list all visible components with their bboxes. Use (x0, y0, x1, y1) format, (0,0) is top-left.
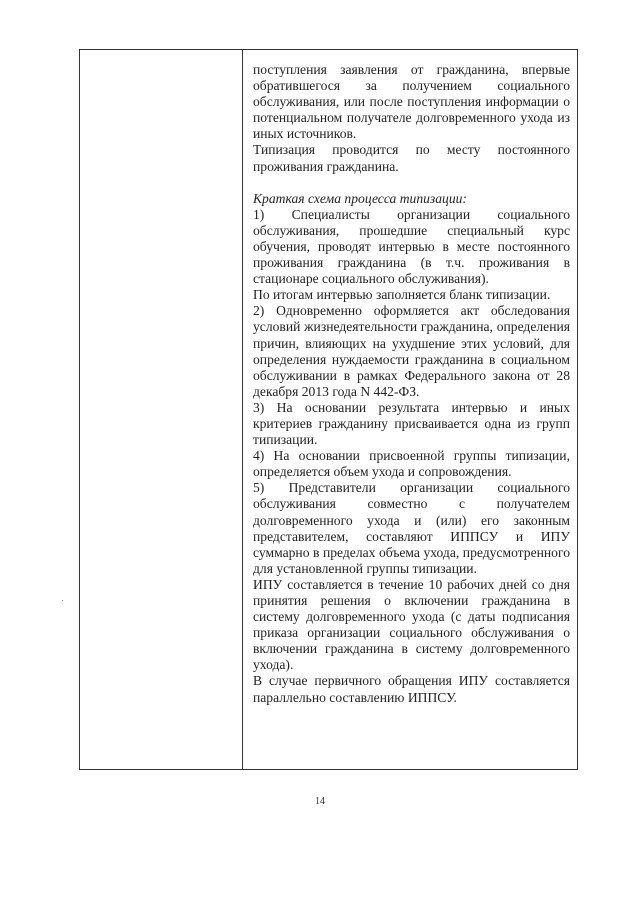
table-column-divider (242, 50, 243, 769)
paragraph-application-receipt: поступления заявления от гражданина, впервые обратившегося за получением социального обслуживания, или после поступления информации о потенциальном получателе долговременного ухода из иных источников. (253, 62, 570, 142)
paragraph-ipu-deadline: ИПУ составляется в течение 10 рабочих дней со дня принятия решения о включении гражданина в систему долговременного ухода (с даты подписания приказа организации социального обслуживания о включении гражданина в систему долговременного ухода). (253, 576, 570, 673)
paragraph-step-3: 3) На основании результата интервью и иных критериев гражданину присваивается одна из групп типизации. (253, 399, 570, 448)
paragraph-typing-form: По итогам интервью заполняется бланк типизации. (253, 287, 551, 303)
table (79, 49, 578, 770)
paragraph-typing-location: Типизация проводится по месту постоянного проживания гражданина. (253, 142, 570, 174)
page-number: 14 (315, 796, 325, 807)
table-right-cell (253, 62, 570, 706)
paragraph-spacer (253, 175, 570, 191)
section-heading-typing-scheme: Краткая схема процесса типизации: (253, 190, 467, 206)
paragraph-primary-request: В случае первичного обращения ИПУ составляется параллельно составлению ИППСУ. (253, 673, 570, 705)
paragraph-step-4: 4) На основании присвоенной группы типизации, определяется объем ухода и сопровождения. (253, 448, 570, 480)
table-left-cell (80, 50, 242, 769)
paragraph-step-1: 1) Специалисты организации социального обслуживания, прошедшие специальный курс обучения, проводят интервью в месте постоянного проживания гражданина (в т.ч. проживания в стационаре социального обслуживания). (253, 206, 570, 287)
scan-speck (62, 600, 63, 601)
paragraph-step-2: 2) Одновременно оформляется акт обследования условий жизнедеятельности гражданина, определения причин, влияющих на ухудшение этих условий, для определения нуждаемости гражданина в социальном обслуживании в рамках Федерального закона от 28 декабря 2013 года N 442-ФЗ. (253, 303, 570, 399)
paragraph-step-5: 5) Представители организации социального обслуживания совместно с получателем долговременного ухода и (или) его законным представителем, составляют ИППСУ и ИПУ суммарно в пределах объема ухода, предусмотренного для установленной группы типизации. (253, 480, 570, 576)
